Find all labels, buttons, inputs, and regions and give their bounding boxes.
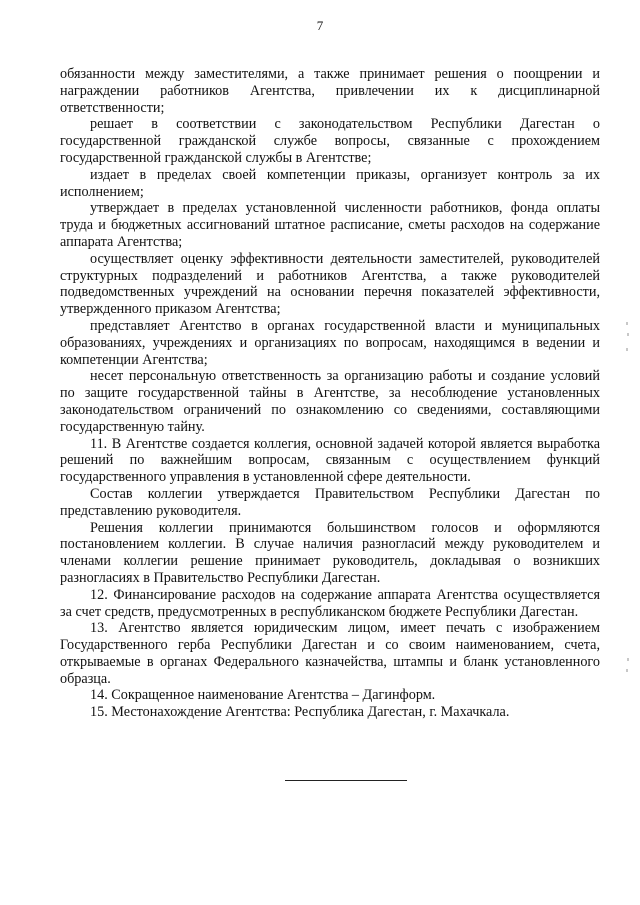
scan-speck (627, 658, 629, 661)
paragraph-orders: издает в пределах своей компетенции приказы, организует контроль за их исполнением; (60, 166, 600, 200)
paragraph-15-location: 15. Местонахождение Агентства: Республика Дагестан, г. Махачкала. (90, 704, 510, 721)
paragraph-12-financing: 12. Финансирование расходов на содержание аппарата Агентства осуществляется за счет средств, предусмотренных в республиканском бюджете Республики Дагестан. (60, 586, 600, 620)
page-number: 7 (316, 18, 324, 33)
paragraph-state-secret: несет персональную ответственность за организацию работы и создание условий по защите государственной тайны в Агентстве, за несоблюдение установленных законодательством ограничений по ознакомлению со сведениями, составляющими государственную тайну. (60, 368, 600, 435)
paragraph-staff-schedule: утверждает в пределах установленной численности работников, фонда оплаты труда и бюджетных ассигнований штатное расписание, сметы расходов на содержание аппарата Агентства; (60, 200, 600, 250)
paragraph-duties-continuation: обязанности между заместителями, а также принимает решения о поощрении и награждении работников Агентства, привлечении их к дисциплинарной ответственности; (60, 66, 600, 116)
paragraph-civil-service: решает в соответствии с законодательством Республики Дагестан о государственной гражданской службе вопросы, связанные с прохождением государственной гражданской службы в Агентстве; (60, 116, 600, 166)
paragraph-efficiency-evaluation: осуществляет оценку эффективности деятельности заместителей, руководителей структурных подразделений и работников Агентства, а также руководителей подведомственных учреждений на основании перечня показателей эффективности, утвержденного приказом Агентства; (60, 250, 600, 318)
paragraph-13-legal-entity: 13. Агентство является юридическим лицом, имеет печать с изображением Государственного герба Республики Дагестан и со своим наименованием, счета, открываемые в органах Федерального казначейства, штампы и бланк установленного образца. (60, 620, 600, 687)
scan-speck (626, 348, 628, 351)
end-of-text-rule (285, 780, 407, 781)
paragraph-collegium-decisions: Решения коллегии принимаются большинством голосов и оформляются постановлением коллегии. В случае наличия разногласий между руководителем и членами коллегии решение принимает руководитель, докладывая о возникших разногласиях в Правительство Республики Дагестан. (60, 519, 600, 586)
scan-speck (626, 322, 628, 325)
scan-speck (626, 669, 628, 672)
paragraph-collegium-composition: Состав коллегии утверждается Правительством Республики Дагестан по представлению руководителя. (60, 485, 600, 519)
document-body (60, 66, 600, 721)
paragraph-representation: представляет Агентство в органах государственной власти и муниципальных образованиях, учреждениях и организациях по вопросам, находящимся в ведении и компетенции Агентства; (60, 317, 600, 368)
scan-speck (627, 333, 629, 336)
paragraph-11-collegium: 11. В Агентстве создается коллегия, основной задачей которой является выработка решений по важнейшим вопросам, связанным с осуществлением функций государственного управления в установленной сфере деятельности. (60, 435, 600, 486)
paragraph-14-short-name: 14. Сокращенное наименование Агентства – Дагинформ. (90, 687, 436, 704)
